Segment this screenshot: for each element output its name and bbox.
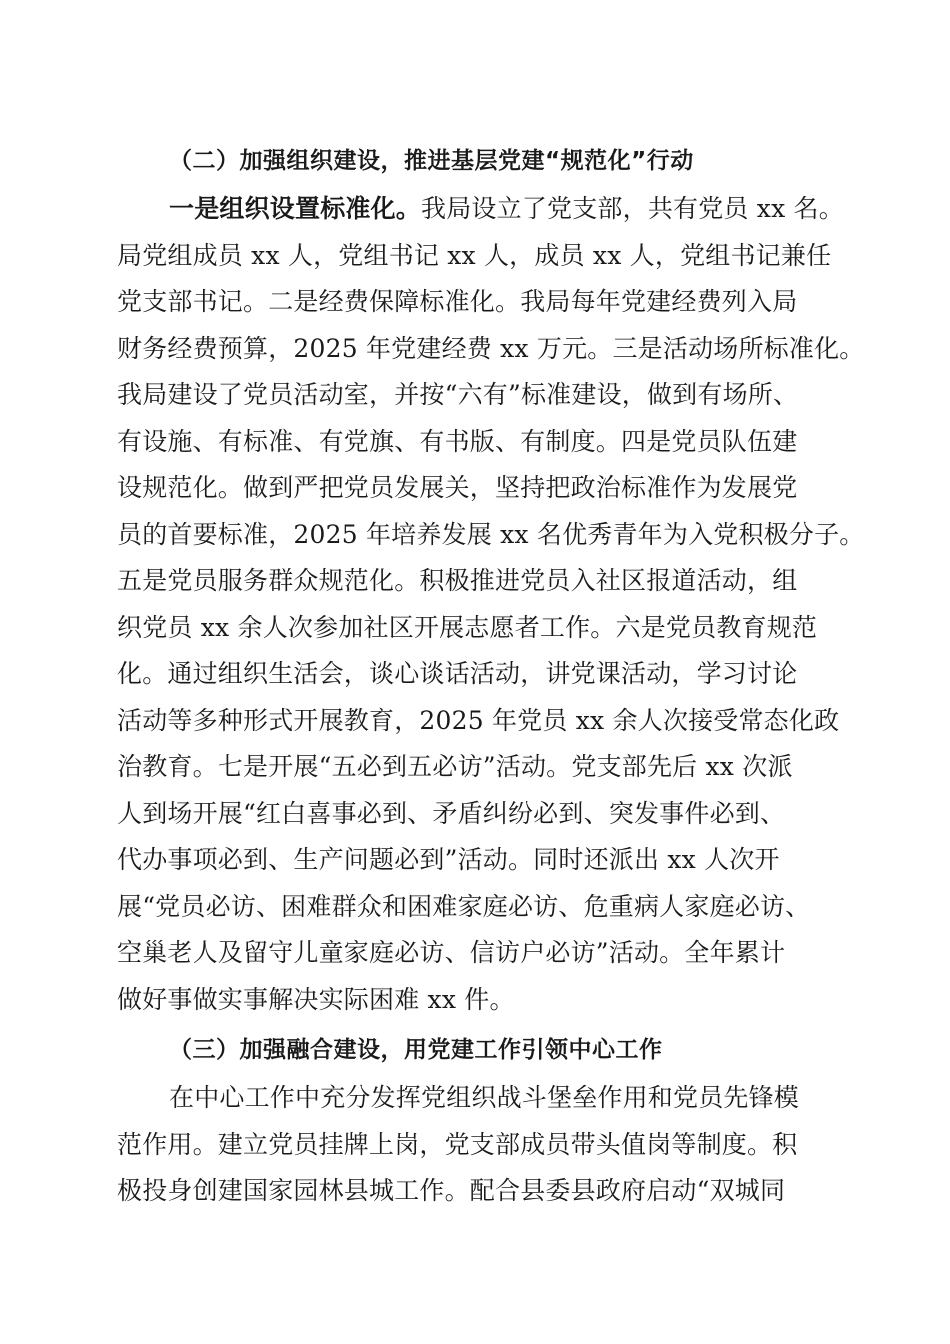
lead-phrase: 一是组织设置标准化。 — [169, 194, 422, 223]
paragraph-line: 做好事做实事解决实际困难 xx 件。 — [117, 984, 515, 1014]
document-body — [117, 137, 865, 1215]
paragraph-line: 财务经费预算，2025 年党建经费 xx 万元。三是活动场所标准化。 — [117, 333, 865, 363]
section-2-paragraph — [117, 186, 865, 1023]
paragraph-line: 设规范化。做到严把党员发展关，坚持把政治标准作为发展党 — [117, 473, 798, 502]
section-3-paragraph — [117, 1075, 839, 1215]
section-heading-3: （三）加强融合建设，用党建工作引领中心工作 — [169, 1037, 663, 1063]
line-text: 我局设立了党支部，共有党员 xx 名。 — [421, 194, 844, 223]
section-heading-2: （二）加强组织建设，推进基层党建“规范化”行动 — [169, 148, 694, 174]
paragraph-line: 代办事项必到、生产问题必到”活动。同时还派出 xx 人次开 — [117, 845, 780, 874]
paragraph-line: 局党组成员 xx 人，党组书记 xx 人，成员 xx 人，党组书记兼任 — [117, 240, 832, 270]
paragraph-line: 织党员 xx 余人次参加社区开展志愿者工作。六是党员教育规范 — [117, 612, 818, 642]
paragraph-line: 活动等多种形式开展教育，2025 年党员 xx 余人次接受常态化政 — [117, 705, 840, 735]
paragraph-line: 展“党员必访、困难群众和困难家庭必访、危重病人家庭必访、 — [117, 891, 811, 921]
paragraph-line: 空巢老人及留守儿童家庭必访、信访户必访”活动。全年累计 — [117, 938, 786, 967]
paragraph-line: 化。通过组织生活会，谈心谈话活动，讲党课活动，学习讨论 — [117, 659, 798, 688]
paragraph-line: 治教育。七是开展“五必到五必访”活动。党支部先后 xx 次派 — [117, 752, 793, 781]
paragraph-line: 党支部书记。二是经费保障标准化。我局每年党建经费列入局 — [117, 287, 798, 316]
paragraph-line: 五是党员服务群众规范化。积极推进党员入社区报道活动，组 — [117, 566, 798, 595]
paragraph-line: 我局建设了党员活动室，并按“六有”标准建设，做到有场所、 — [117, 380, 799, 409]
paragraph-line: 有设施、有标准、有党旗、有书版、有制度。四是党员队伍建 — [117, 426, 798, 456]
paragraph-line: 人到场开展“红白喜事必到、矛盾纠纷必到、突发事件必到、 — [117, 798, 786, 828]
paragraph-line — [117, 186, 844, 233]
paragraph-line: 员的首要标准，2025 年培养发展 xx 名优秀青年为入党积极分子。 — [117, 519, 865, 549]
paragraph-line: 在中心工作中充分发挥党组织战斗堡垒作用和党员先锋模 — [169, 1083, 800, 1112]
paragraph-line: 范作用。建立党员挂牌上岗，党支部成员带头值岗等制度。积 — [117, 1129, 798, 1159]
paragraph-line: 极投身创建国家园林县城工作。配合县委县政府启动“双城同 — [117, 1176, 786, 1205]
